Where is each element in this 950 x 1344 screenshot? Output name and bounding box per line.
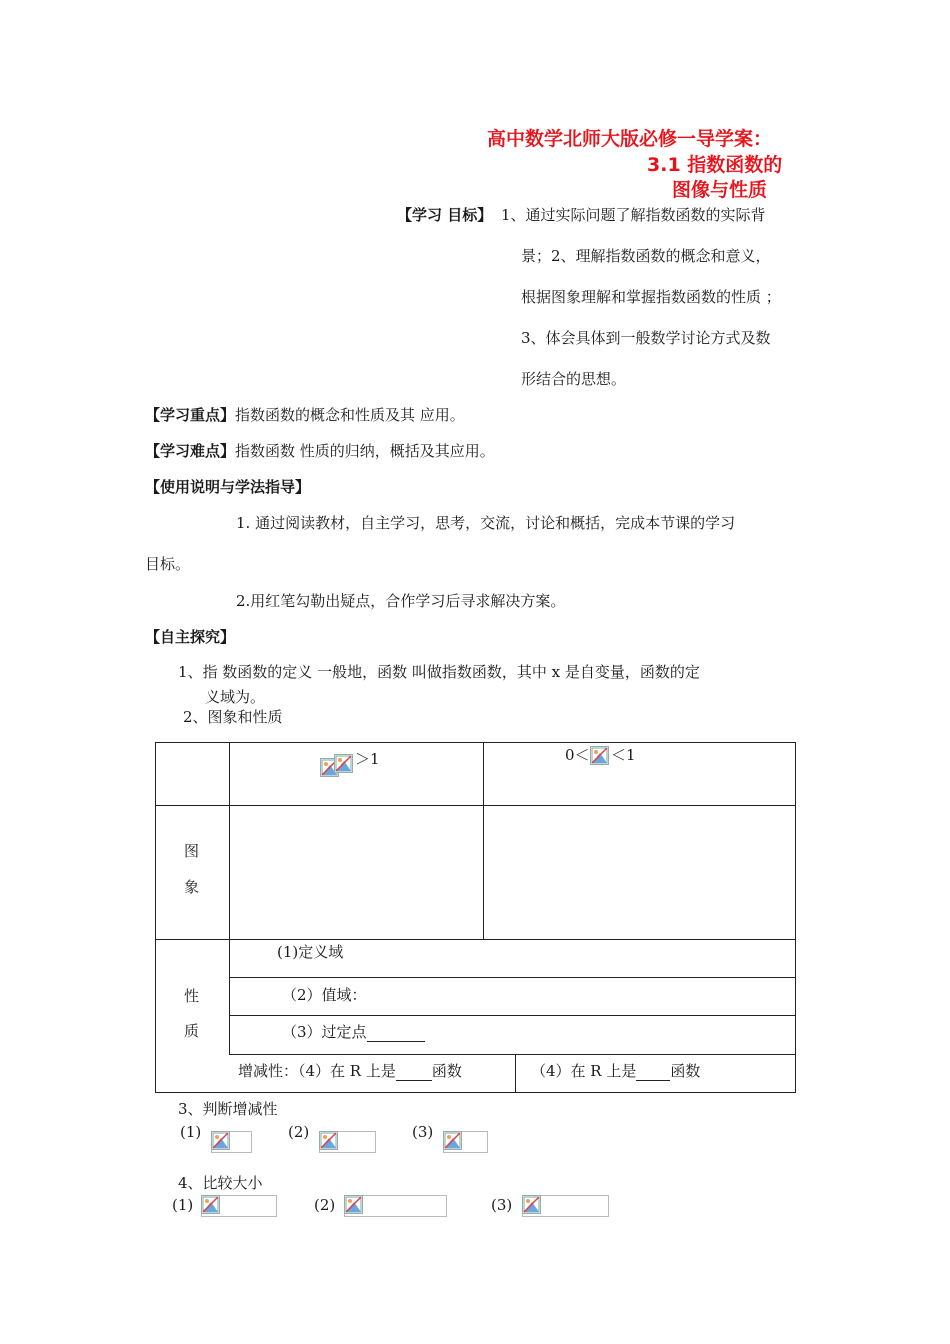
objectives-line-2: 景；2、理解指数函数的概念和意义， xyxy=(521,247,771,265)
q4-n3: (3) xyxy=(491,1196,513,1214)
title-line-1: 高中数学北师大版必修一导学案： xyxy=(487,128,773,150)
explore-label: 【自主探究】 xyxy=(145,628,236,646)
guide-label: 【使用说明与学法指导】 xyxy=(145,478,311,496)
col2-suffix: ＜1 xyxy=(611,746,636,764)
key-points xyxy=(145,404,465,425)
guide-item-1b: 目标。 xyxy=(145,555,191,573)
image-placeholder-icon xyxy=(522,1195,541,1214)
image-placeholder-icon xyxy=(201,1195,220,1214)
title-line-3: 图像与性质 xyxy=(672,179,768,201)
objectives-line-1: 1、通过实际问题了解指数函数的实际背 xyxy=(501,206,766,224)
objectives-line-5: 形结合的思想。 xyxy=(521,370,627,388)
explore-q1a: 1、指 数函数的定义 一般地，函数 叫做指数函数，其中 x 是自变量，函数的定 xyxy=(178,663,700,681)
image-placeholder-icon xyxy=(344,1195,363,1214)
image-placeholder-icon xyxy=(443,1131,462,1150)
q3-n2: (2) xyxy=(288,1123,310,1141)
objectives-label: 【学习 目标】 xyxy=(397,206,493,224)
graph-label-2: 象 xyxy=(184,878,200,896)
prop-monotone-label: 增减性：（4）在 R 上是 xyxy=(238,1062,396,1080)
guide-item-1a: 1. 通过阅读教材，自主学习，思考，交流，讨论和概括，完成本节课的学习 xyxy=(236,514,736,532)
image-placeholder-icon xyxy=(211,1131,230,1150)
q4-n1: (1) xyxy=(172,1196,194,1214)
col1-header: ＞1 xyxy=(355,750,380,768)
title-line-2: 3.1 指数函数的 xyxy=(647,154,783,176)
prop-monotone2-suffix: 函数 xyxy=(670,1062,701,1080)
objectives-line-4: 3、体会具体到一般数学讨论方式及数 xyxy=(521,329,771,347)
difficulties-text: 指数函数 性质的归纳，概括及其应用。 xyxy=(235,442,495,460)
image-placeholder-icon xyxy=(319,1131,338,1150)
graph-label-1: 图 xyxy=(184,842,200,860)
prop-label-2: 质 xyxy=(184,1022,200,1040)
col2-prefix: 0＜ xyxy=(565,746,590,764)
prop-label-1: 性 xyxy=(184,987,200,1005)
difficulties-label: 【学习难点】 xyxy=(145,442,236,460)
q3-n1: (1) xyxy=(180,1123,202,1141)
q4-n2: (2) xyxy=(314,1196,336,1214)
prop-monotone-suffix: 函数 xyxy=(431,1062,462,1080)
blank-line xyxy=(367,1023,425,1042)
explore-q1b: 义域为。 xyxy=(205,688,266,706)
key-points-label: 【学习重点】 xyxy=(145,406,236,424)
prop-monotone2-label: （4）在 R 上是 xyxy=(531,1062,637,1080)
prop-fixed-point xyxy=(282,1021,425,1042)
prop-monotone-2 xyxy=(531,1060,700,1081)
key-points-text: 指数函数的概念和性质及其 应用。 xyxy=(235,406,465,424)
q4-label: 4、比较大小 xyxy=(178,1174,263,1192)
prop-monotone-1 xyxy=(238,1060,462,1081)
blank-line xyxy=(636,1062,670,1081)
properties-table xyxy=(155,742,796,1093)
prop-domain: (1)定义域 xyxy=(277,943,344,961)
prop-range: （2）值域： xyxy=(282,986,367,1004)
explore-q2: 2、图象和性质 xyxy=(183,708,283,726)
image-placeholder-icon xyxy=(334,754,353,773)
difficulties xyxy=(145,440,495,461)
guide-item-2: 2.用红笔勾勒出疑点，合作学习后寻求解决方案。 xyxy=(236,592,566,610)
q3-label: 3、判断增减性 xyxy=(178,1100,278,1118)
q3-n3: (3) xyxy=(412,1123,434,1141)
objectives-line-3: 根据图象理解和掌握指数函数的性质 ； xyxy=(521,288,781,306)
prop-fixed-point-label: （3）过定点 xyxy=(282,1023,367,1041)
image-placeholder-icon xyxy=(590,746,609,765)
blank-line xyxy=(396,1062,432,1081)
